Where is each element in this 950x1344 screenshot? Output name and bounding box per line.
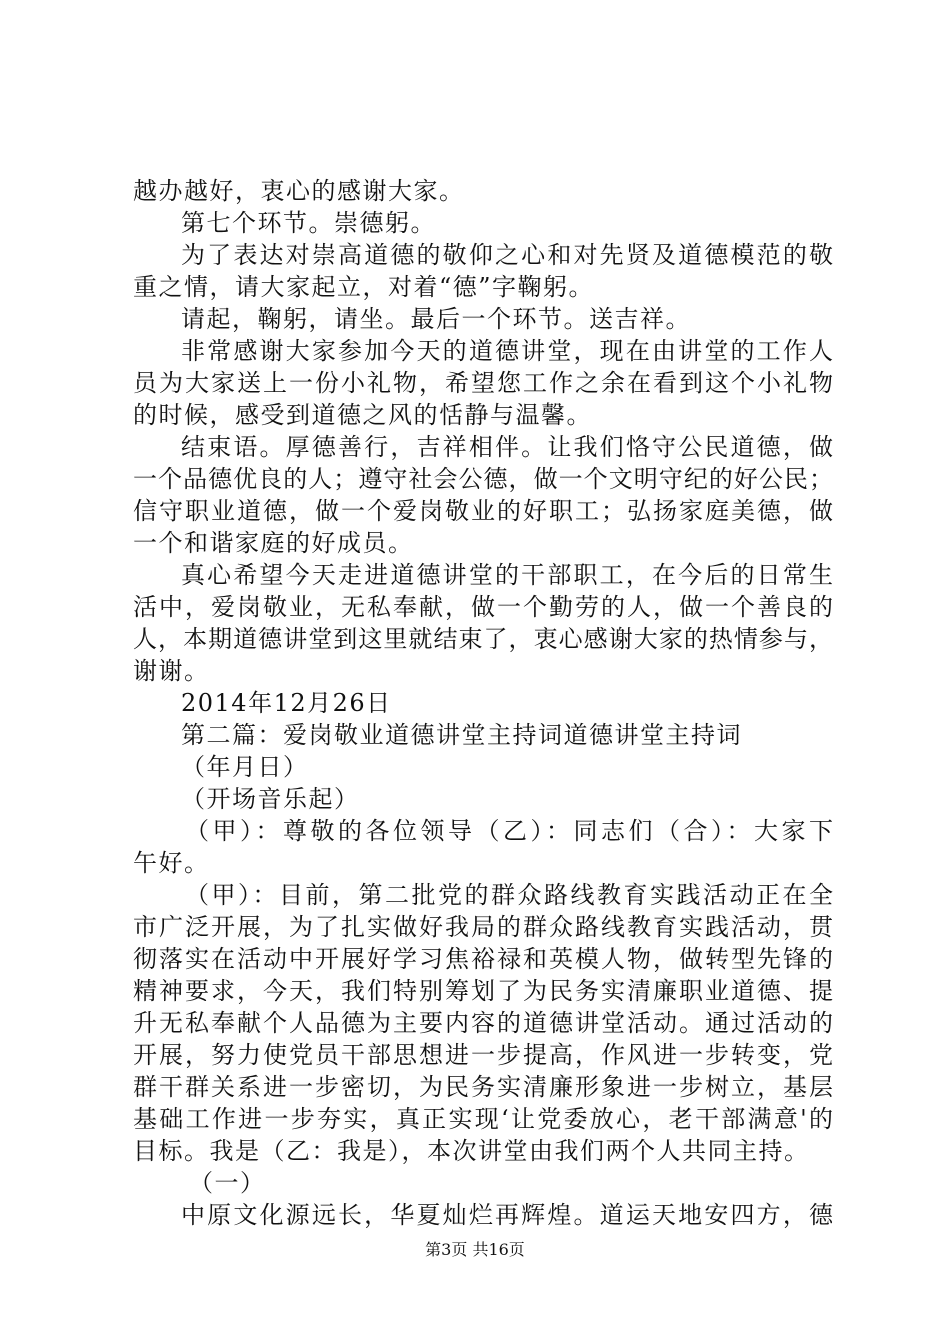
text-line: 一个和谐家庭的好成员。 [133, 529, 414, 557]
text-line: 升无私奉献个人品德为主要内容的道德讲堂活动。通过活动的 [133, 1009, 833, 1037]
text-line: 基础工作进一步夯实，真正实现‘让党委放心，老干部满意'的 [133, 1105, 833, 1133]
text-line: 群干群关系进一步密切，为民务实清廉形象进一步树立，基层 [133, 1073, 833, 1101]
text-line: 开展，努力使党员干部思想进一步提高，作风进一步转变，党 [133, 1041, 833, 1069]
section-title: 第二篇：爱岗敬业道德讲堂主持词道德讲堂主持词 [181, 721, 742, 749]
text-line: 的时候，感受到道德之风的恬静与温馨。 [133, 401, 592, 429]
text-line: （甲）：目前，第二批党的群众路线教育实践活动正在全 [185, 881, 833, 909]
text-line: 越办越好，衷心的感谢大家。 [133, 177, 465, 205]
text-line: 谢谢。 [133, 657, 210, 685]
page-footer: 第3页 共16页 [425, 1240, 525, 1259]
text-line: （年月日） [181, 753, 309, 781]
text-line: 一个品德优良的人；遵守社会公德，做一个文明守纪的好公民； [133, 465, 833, 493]
text-line: 彻落实在活动中开展好学习焦裕禄和英模人物，做转型先锋的 [133, 945, 833, 973]
text-line: 非常感谢大家参加今天的道德讲堂，现在由讲堂的工作人 [181, 337, 833, 365]
text-line: 员为大家送上一份小礼物，希望您工作之余在看到这个小礼物 [133, 369, 833, 397]
text-line: 为了表达对崇高道德的敬仰之心和对先贤及道德模范的敬 [181, 241, 833, 269]
text-line: （甲）：尊敬的各位领导（乙）：同志们（合）：大家下 [185, 817, 833, 845]
text-line: 活中，爱岗敬业，无私奉献，做一个勤劳的人，做一个善良的 [133, 593, 833, 621]
text-line: 请起，鞠躬，请坐。最后一个环节。送吉祥。 [181, 305, 691, 333]
text-line: （一） [189, 1169, 266, 1197]
text-line: 目标。我是（乙：我是），本次讲堂由我们两个人共同主持。 [133, 1137, 810, 1165]
text-line: 信守职业道德，做一个爱岗敬业的好职工；弘扬家庭美德，做 [133, 497, 833, 525]
text-line: 第七个环节。崇德躬。 [181, 209, 436, 237]
text-line: 中原文化源远长，华夏灿烂再辉煌。道运天地安四方，德 [181, 1201, 833, 1229]
text-line: 人，本期道德讲堂到这里就结束了，衷心感谢大家的热情参与， [133, 625, 833, 653]
date-line: 2014年12月26日 [181, 689, 392, 717]
text-line: 结束语。厚德善行，吉祥相伴。让我们恪守公民道德，做 [181, 433, 833, 461]
document-body [133, 175, 833, 1231]
text-line: （开场音乐起） [181, 785, 360, 813]
text-line: 市广泛开展，为了扎实做好我局的群众路线教育实践活动，贯 [133, 913, 833, 941]
text-line: 真心希望今天走进道德讲堂的干部职工，在今后的日常生 [181, 561, 833, 589]
text-line: 午好。 [133, 849, 210, 877]
text-line: 精神要求，今天，我们特别筹划了为民务实清廉职业道德、提 [133, 977, 833, 1005]
text-line: 重之情，请大家起立，对着“德”字鞠躬。 [133, 273, 595, 301]
